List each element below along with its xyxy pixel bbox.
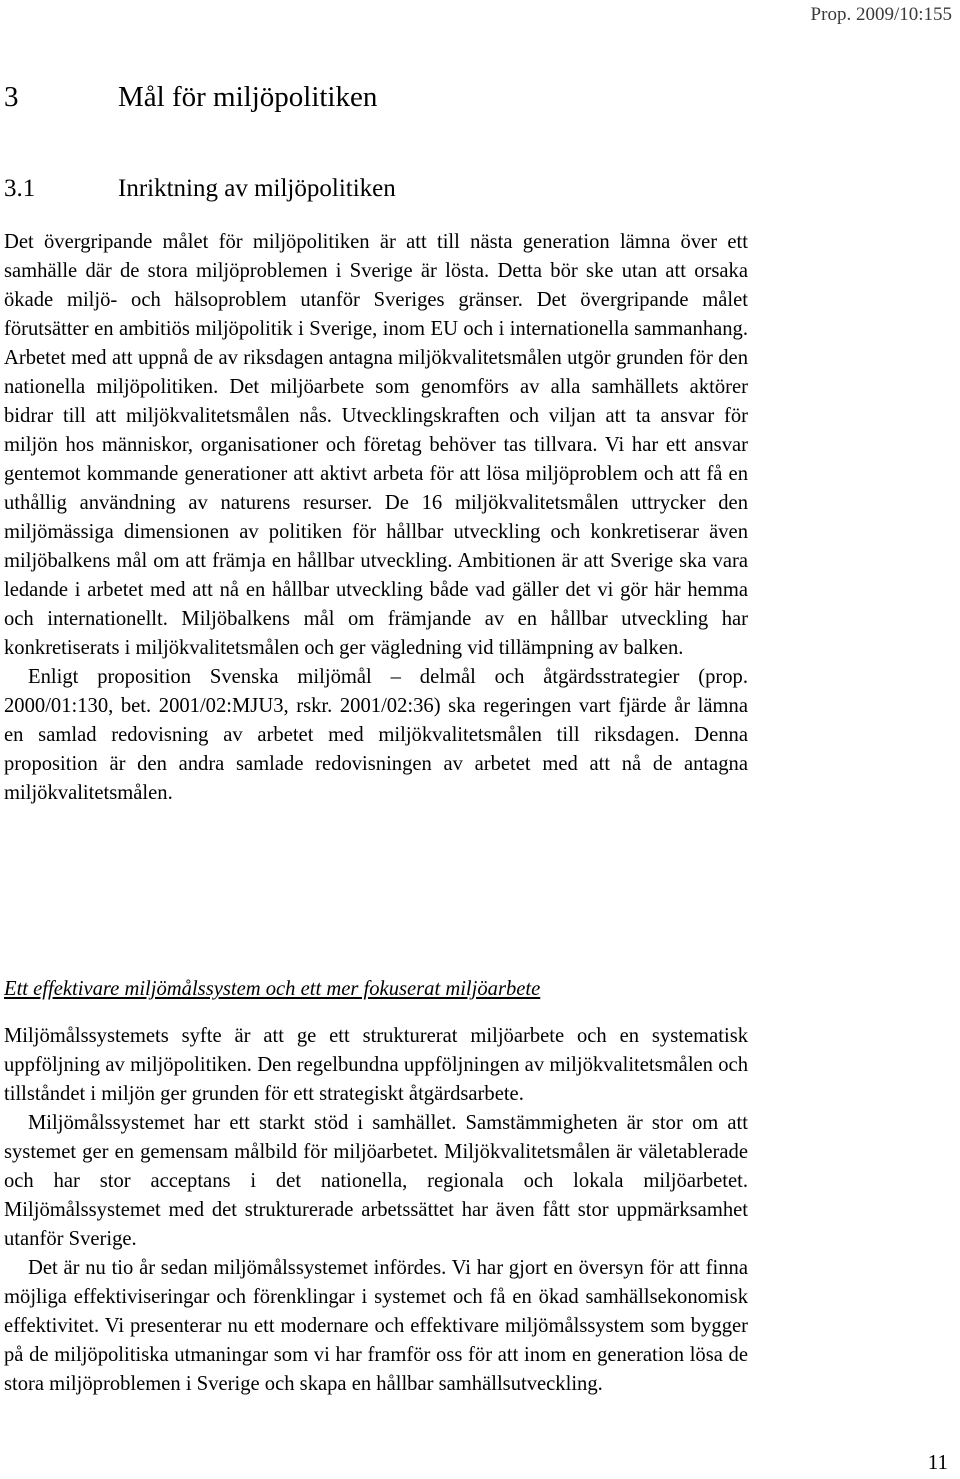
- paragraph: Det är nu tio år sedan miljömålssystemet infördes. Vi har gjort en översyn för att finna möjliga effektiviseringar och förenklingar i systemet och få en ökad samhällsekonomisk effektivitet. Vi presenterar nu ett modernare och effektivare miljömålssystem som bygger på de miljöpolitiska utmaningar som vi har framför oss för att inom en generation lösa de stora miljöproblemen i Sverige och skapa en hållbar samhällsutveckling.: [4, 1257, 748, 1395]
- section-title-text: Inriktning av miljöpolitiken: [118, 175, 396, 202]
- chapter-number: 3: [4, 81, 19, 113]
- section-body: [4, 228, 748, 808]
- chapter-title-text: Mål för miljöpolitiken: [118, 81, 378, 113]
- subsection-body: [4, 1022, 748, 1399]
- running-header: Prop. 2009/10:155: [810, 4, 952, 25]
- paragraph: Enligt proposition Svenska miljömål – delmål och åtgärdsstrategier (prop. 2000/01:130, bet. 2001/02:MJU3, rskr. 2001/02:36) ska regeringen vart fjärde år lämna en samlad redovisning av arbetet med miljökvalitetsmålen till riksdagen. Denna proposition är den andra samlade redovisningen av arbetet med att nå de antagna miljökvalitetsmålen.: [4, 666, 748, 804]
- page-number: 11: [927, 1450, 948, 1474]
- paragraph: Det övergripande målet för miljöpolitiken är att till nästa generation lämna över ett samhälle där de stora miljöproblemen i Sverige är lösta. Detta bör ske utan att orsaka ökade miljö- och hälsoproblem utanför Sveriges gränser. Det övergripande målet förutsätter en ambitiös miljöpolitik i Sverige, inom EU och i internationella sammanhang. Arbetet med att uppnå de av riksdagen antagna miljökvalitetsmålen utgör grunden för den nationella miljöpolitiken. Det miljöarbete som genomförs av alla samhällets aktörer bidrar till att miljökvalitetsmålen nås. Utvecklingskraften och viljan att ta ansvar för miljön hos människor, organisationer och företag behöver tas tillvara. Vi har ett ansvar gentemot kommande generationer att aktivt arbeta för att lösa miljöproblem och att få en uthållig användning av naturens resurser. De 16 miljökvalitetsmålen uttrycker den miljömässiga dimensionen av politiken för hållbar utveckling och konkretiserar även miljöbalkens mål om att främja en hållbar utveckling. Ambitionen är att Sverige ska vara ledande i arbetet med att nå en hållbar utveckling både vad gäller det vi gör här hemma och internationellt. Miljöbalkens mål om främjande av en hållbar utveckling har konkretiserats i miljökvalitetsmålen och ger vägledning vid tillämpning av balken.: [4, 231, 748, 659]
- paragraph: Miljömålssystemets syfte är att ge ett strukturerat miljöarbete och en systematisk uppföljning av miljöpolitiken. Den regelbundna uppföljningen av miljökvalitetsmålen och tillståndet i miljön ger grunden för ett strategiskt åtgärdsarbete.: [4, 1025, 748, 1105]
- section-title: [4, 174, 396, 204]
- section-number: 3.1: [4, 175, 36, 202]
- subheading: Ett effektivare miljömålssystem och ett mer fokuserat miljöarbete: [4, 978, 541, 1000]
- chapter-title: [4, 80, 377, 114]
- paragraph: Miljömålssystemet har ett starkt stöd i samhället. Samstämmigheten är stor om att systemet ger en gemensam målbild för miljöarbetet. Miljökvalitetsmålen är väletablerade och har stor acceptans i det nationella, regionala och lokala miljöarbetet. Miljömålssystemet med det strukturerade arbetssättet har även fått stor uppmärksamhet utanför Sverige.: [4, 1112, 748, 1250]
